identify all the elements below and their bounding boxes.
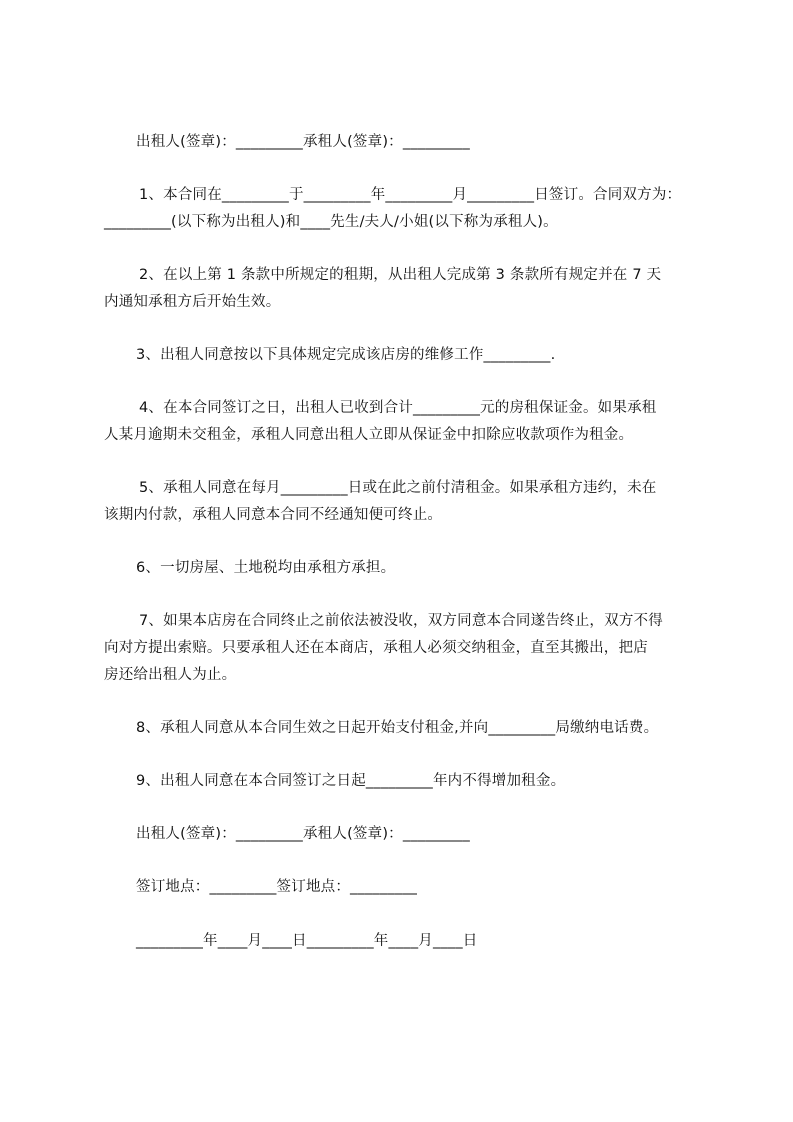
clause-7-line-2: 向对方提出索赔。只要承租人还在本商店，承租人必须交纳租金，直至其搬出，把店 [104, 640, 648, 656]
clause-2-line-1: 2、在以上第 1 条款中所规定的租期，从出租人完成第 3 条款所有规定并在 7 天 [139, 267, 662, 283]
clause-4-line-1: 4、在本合同签订之日，出租人已收到合计_________元的房租保证金。如果承租 [139, 400, 657, 416]
clause-6-line-1: 6、一切房屋、土地税均由承租方承担。 [136, 560, 396, 576]
clause-3-line-1: 3、出租人同意按以下具体规定完成该店房的维修工作_________. [136, 347, 556, 363]
clause-7-line-3: 房还给出租人为止。 [104, 667, 237, 683]
clause-2-line-2: 内通知承租方后开始生效。 [104, 294, 281, 310]
sign-place-line: 签订地点：_________签订地点：_________ [136, 879, 418, 895]
clause-9-line-1: 9、出租人同意在本合同签订之日起_________年内不得增加租金。 [136, 773, 566, 789]
clause-1-line-1: 1、本合同在_________于_________年_________月_________日签订。合同双方为： [139, 187, 682, 203]
clause-4-line-2: 人某月逾期未交租金，承租人同意出租人立即从保证金中扣除应收款项作为租金。 [104, 427, 634, 443]
clause-8-line-1: 8、承租人同意从本合同生效之日起开始支付租金,并向_________局缴纳电话费。 [136, 720, 659, 736]
top-signature-line: 出租人(签章)：_________承租人(签章)：_________ [136, 134, 470, 150]
clause-7-line-1: 7、如果本店房在合同终止之前依法被没收，双方同意本合同遂告终止，双方不得 [139, 613, 663, 629]
clause-5-line-1: 5、承租人同意在每月_________日或在此之前付清租金。如果承租方违约，未在 [139, 480, 657, 496]
sign-date-line: _________年____月____日_________年____月____日 [136, 933, 478, 949]
clause-5-line-2: 该期内付款，承租人同意本合同不经通知便可终止。 [104, 507, 443, 523]
bottom-signature-line: 出租人(签章)：_________承租人(签章)：_________ [136, 826, 470, 842]
clause-1-line-2: _________(以下称为出租人)和____先生/夫人/小姐(以下称为承租人)。 [104, 214, 558, 230]
